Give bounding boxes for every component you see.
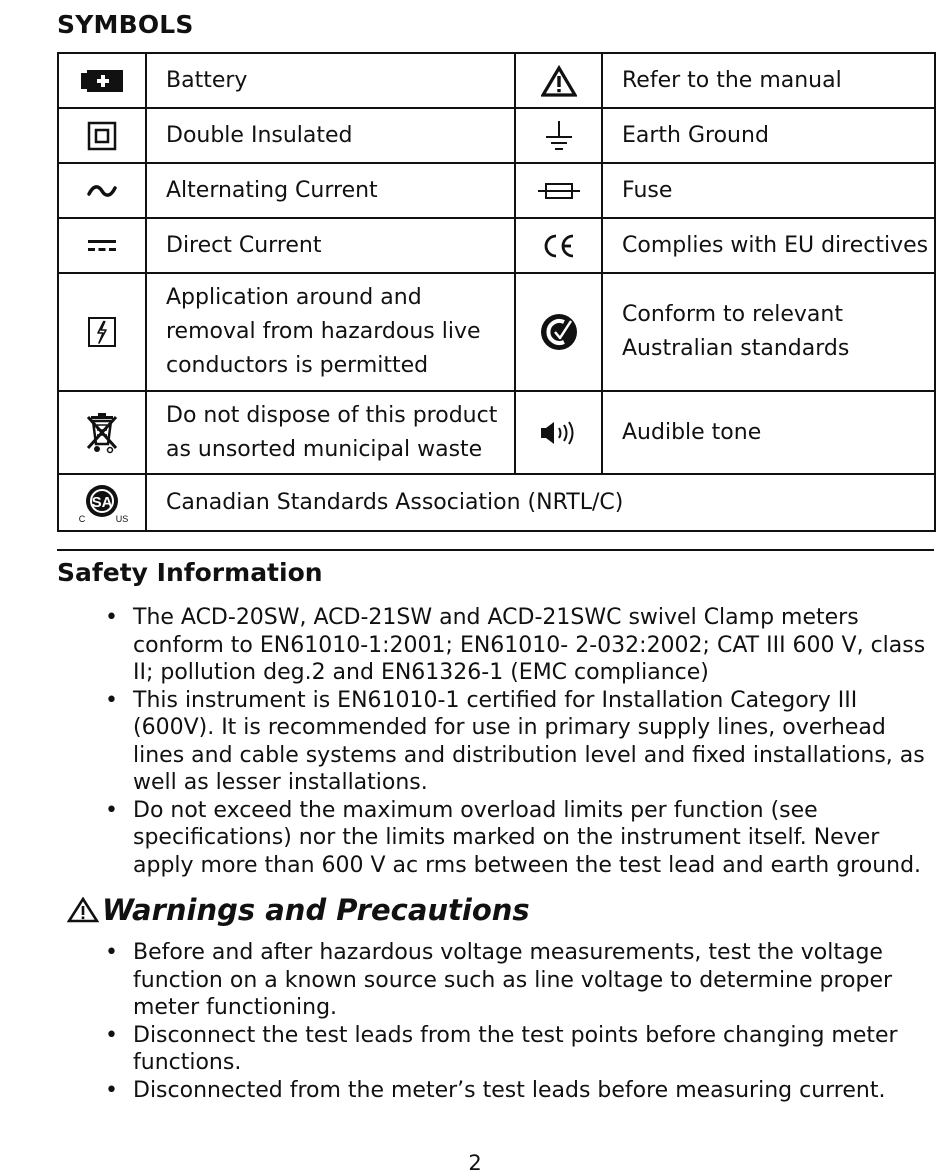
- symbol-label: Alternating Current: [146, 163, 515, 218]
- list-item: • The ACD-20SW, ACD-21SW and ACD-21SWC swivel Clamp meters conform to EN61010-1:2001; EN61010- 2-032:2002; CAT III 600 V, class II; pollution deg.2 and EN61326-1 (EMC compliance): [105, 604, 940, 687]
- alternating-current-icon: [58, 163, 146, 218]
- page-number: 2: [468, 1151, 482, 1175]
- symbol-label: Conform to relevant Australian standards: [602, 273, 935, 391]
- warning-triangle-icon: [515, 53, 602, 108]
- list-item: • Do not exceed the maximum overload limits per function (see specifications) nor the limits marked on the instrument itself. Never apply more than 600 V ac rms between the test lead and earth ground.: [105, 797, 940, 880]
- warnings-heading: Warnings and Precautions: [102, 893, 530, 927]
- fuse-icon: [515, 163, 602, 218]
- warnings-heading-row: [67, 893, 530, 927]
- safety-list: [105, 604, 940, 879]
- symbol-label: Do not dispose of this product as unsorted municipal waste: [146, 391, 515, 474]
- csa-mark-right: US: [115, 513, 129, 524]
- symbol-label: Battery: [146, 53, 515, 108]
- symbols-row: [58, 273, 935, 391]
- symbol-label: Application around and removal from hazardous live conductors is permitted: [146, 273, 515, 391]
- weee-bin-icon: [58, 391, 146, 474]
- symbols-row: [58, 53, 935, 108]
- symbol-label: Fuse: [602, 163, 935, 218]
- section-divider: [57, 549, 934, 551]
- symbols-row: [58, 108, 935, 163]
- warnings-list: [105, 939, 935, 1104]
- safety-heading: Safety Information: [57, 558, 323, 587]
- ce-mark-icon: [515, 218, 602, 273]
- list-item: • This instrument is EN61010-1 certified for Installation Category III (600V). It is recommended for use in primary supply lines, overhead lines and cable systems and distribution level and fixed installations, as well as lesser installations.: [105, 687, 940, 797]
- list-item: • Disconnected from the meter’s test leads before measuring current.: [105, 1077, 935, 1105]
- symbol-label: Refer to the manual: [602, 53, 935, 108]
- symbol-label: Double Insulated: [146, 108, 515, 163]
- symbols-row: [58, 163, 935, 218]
- hazardous-live-icon: [58, 273, 146, 391]
- symbols-row: [58, 218, 935, 273]
- symbols-row: [58, 391, 935, 474]
- symbol-label: Complies with EU directives: [602, 218, 935, 273]
- csa-icon: [58, 474, 146, 531]
- symbols-heading: SYMBOLS: [57, 10, 194, 39]
- csa-mark-left: C: [78, 513, 86, 524]
- battery-icon: [58, 53, 146, 108]
- speaker-icon: [515, 391, 602, 474]
- direct-current-icon: [58, 218, 146, 273]
- double-insulated-icon: [58, 108, 146, 163]
- symbols-table: [57, 52, 936, 532]
- list-item: • Before and after hazardous voltage measurements, test the voltage function on a known source such as line voltage to determine proper meter functioning.: [105, 939, 935, 1022]
- csa-mark-center: SA: [91, 493, 113, 511]
- symbol-label: Audible tone: [602, 391, 935, 474]
- symbol-label: Direct Current: [146, 218, 515, 273]
- warning-triangle-icon: [67, 897, 99, 923]
- symbol-label: Earth Ground: [602, 108, 935, 163]
- c-tick-icon: [515, 273, 602, 391]
- list-item: • Disconnect the test leads from the test points before changing meter functions.: [105, 1022, 935, 1077]
- symbols-row: [58, 474, 935, 531]
- earth-ground-icon: [515, 108, 602, 163]
- symbol-label: Canadian Standards Association (NRTL/C): [146, 474, 935, 531]
